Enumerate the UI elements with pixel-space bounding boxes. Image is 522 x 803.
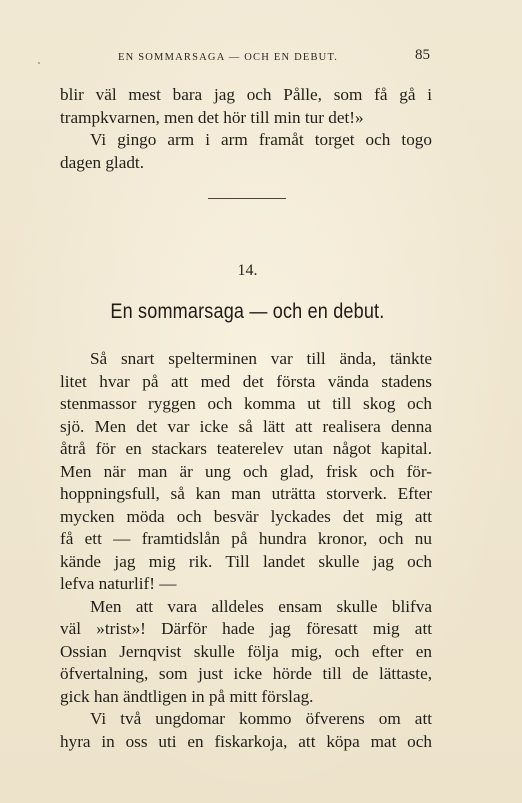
text-line: dagen gladt. [60,152,144,172]
paragraph-3 [60,708,432,753]
text-line: Vi två ungdomar kommo öfverens om att [90,709,432,728]
section-end-paragraph [60,84,432,174]
section-divider [208,198,286,199]
text-line: blir väl mest bara jag och Pålle, som få gå i [60,85,432,104]
running-head: EN SOMMARSAGA — OCH EN DEBUT. [118,52,339,63]
page-number: 85 [415,47,430,63]
text-line: Ossian Jernqvist skulle följa mig, och efter en [60,641,432,661]
text-line: trampkvarnen, men det hör till min tur det!» [60,107,364,127]
text-line: Men att vara alldeles ensam skulle blifva [90,596,432,616]
text-line: öfvertalning, som just icke hörde till de lättaste, [60,664,432,683]
text-line: Så snart spelterminen var till ända, tänkte [90,349,432,368]
chapter-title: En sommarsaga — och en debut. [110,300,385,323]
text-line: lefva naturlif! — [60,574,177,593]
text-line: hyra in oss uti en fiskarkoja, att köpa mat och [60,731,432,751]
paper-speck [38,62,40,64]
text-line: kände jag mig rik. Till landet skulle jag och [60,551,432,571]
paragraph-2 [60,596,432,709]
text-line: Men när man är ung och glad, frisk och för- [60,461,432,481]
text-line: få ett — framtidslån på hundra kronor, och nu [60,529,432,548]
text-line: Vi gingo arm i arm framåt torget och togo [90,130,432,149]
text-line: litet hvar på att med det första vända stadens [60,371,432,391]
text-line: mycken möda och besvär lyckades det mig att [60,506,432,526]
text-line: väl »trist»! Därför hade jag föresatt mig att [60,619,432,638]
text-line: stenmassor ryggen och komma ut till skog och [60,394,432,413]
text-line: sjö. Men det var icke så lätt att realisera denna [60,416,432,436]
paragraph-1 [60,348,432,596]
text-line: hoppningsfull, så kan man uträtta storverk. Efter [60,484,432,503]
chapter-number: 14. [237,262,258,279]
text-line: åtrå för en stackars teaterelev utan något kapital. [60,439,432,458]
text-line: gick han ändtligen in på mitt förslag. [60,686,314,706]
